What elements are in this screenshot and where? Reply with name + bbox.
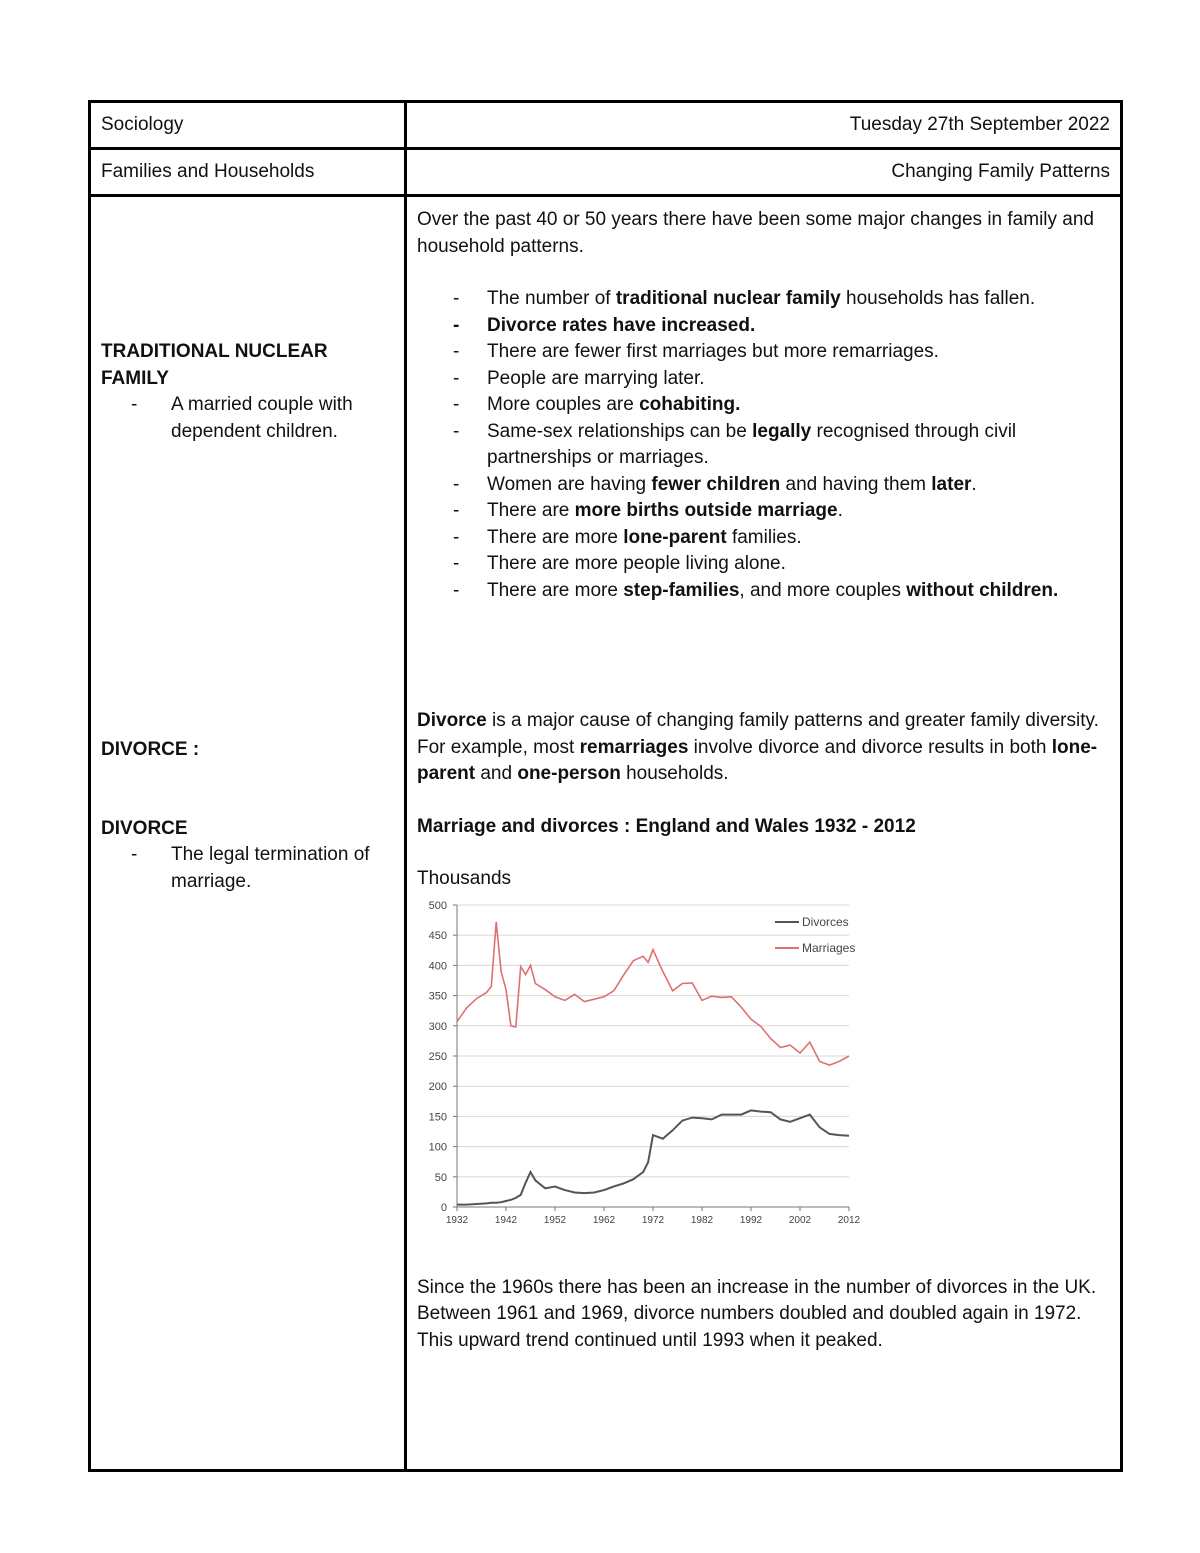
notes-table xyxy=(88,100,1123,1472)
marriage-divorce-chart xyxy=(417,895,861,1226)
y-tick-label: 500 xyxy=(428,899,447,912)
y-tick-label: 100 xyxy=(428,1141,447,1154)
y-tick-label: 450 xyxy=(428,929,447,942)
key-terms-cell xyxy=(90,196,406,1471)
y-tick-label: 50 xyxy=(434,1171,447,1184)
change-item: - More couples are cohabiting. xyxy=(417,392,1110,419)
change-item: - Women are having fewer children and having them later. xyxy=(417,472,1110,499)
y-tick-label: 150 xyxy=(428,1110,447,1123)
term-nuclear-family: TRADITIONAL NUCLEAR FAMILY xyxy=(101,341,328,389)
y-tick-label: 300 xyxy=(428,1020,447,1033)
lesson-cell xyxy=(406,149,1122,196)
x-tick-label: 1962 xyxy=(592,1214,616,1226)
intro-paragraph: Over the past 40 or 50 years there have been some major changes in family and household patterns. xyxy=(417,209,1094,257)
change-item: - There are fewer first marriages but more remarriages. xyxy=(417,339,1110,366)
notes-cell xyxy=(406,196,1122,1471)
change-item: - There are more step-families, and more couples without children. xyxy=(417,578,1110,605)
y-tick-label: 250 xyxy=(428,1050,447,1063)
x-tick-label: 1982 xyxy=(690,1214,714,1226)
chart-heading: Marriage and divorces : England and Wales 1932 - 2012 xyxy=(417,815,916,837)
x-tick-label: 1932 xyxy=(445,1214,469,1226)
x-tick-label: 2002 xyxy=(788,1214,812,1226)
change-item: - There are more births outside marriage. xyxy=(417,498,1110,525)
x-tick-label: 1952 xyxy=(543,1214,567,1226)
legend-label: Divorces xyxy=(802,914,849,929)
date-cell xyxy=(406,102,1122,149)
chart-svg xyxy=(417,895,861,1226)
term-nuclear-family-definition: - A married couple with dependent children. xyxy=(101,392,394,445)
x-tick-label: 1972 xyxy=(641,1214,665,1226)
subject: Sociology xyxy=(101,113,184,135)
term-divorce-definition: - The legal termination of marriage. xyxy=(101,842,394,895)
y-tick-label: 200 xyxy=(428,1080,447,1093)
chart-unit-label: Thousands xyxy=(417,868,512,889)
series-line-marriages xyxy=(457,921,849,1064)
x-tick-label: 2012 xyxy=(837,1214,861,1226)
y-tick-label: 0 xyxy=(440,1201,447,1214)
changes-list xyxy=(417,286,1110,604)
x-tick-label: 1992 xyxy=(739,1214,763,1226)
y-tick-label: 400 xyxy=(428,959,447,972)
closing-paragraph: Since the 1960s there has been an increase in the number of divorces in the UK. Between 1961 and 1969, divorce numbers doubled and doubled again in 1972. This upward trend continued until 1993 when it peaked. xyxy=(417,1276,1097,1351)
change-item: - There are more lone-parent families. xyxy=(417,525,1110,552)
divorce-paragraph: Divorce is a major cause of changing family patterns and greater family diversity. For example, most remarriages involve divorce and divorce results in both lone-parent and one-person households. xyxy=(417,710,1099,784)
y-tick-label: 350 xyxy=(428,990,447,1003)
series-line-divorces xyxy=(457,1110,849,1204)
legend-label: Marriages xyxy=(802,940,856,955)
change-item: - The number of traditional nuclear family households has fallen. xyxy=(417,286,1110,313)
change-item: - There are more people living alone. xyxy=(417,551,1110,578)
topic: Families and Households xyxy=(101,160,315,182)
subject-cell xyxy=(90,102,406,149)
change-item: - Same-sex relationships can be legally recognised through civil partnerships or marriages. xyxy=(417,419,1110,472)
lesson-title: Changing Family Patterns xyxy=(891,160,1110,182)
topic-cell xyxy=(90,149,406,196)
change-item: - People are marrying later. xyxy=(417,366,1110,393)
date: Tuesday 27th September 2022 xyxy=(849,113,1110,135)
term-divorce-heading: DIVORCE : xyxy=(101,739,200,760)
x-tick-label: 1942 xyxy=(494,1214,518,1226)
term-divorce: DIVORCE xyxy=(101,817,188,839)
change-item: - Divorce rates have increased. xyxy=(417,313,1110,340)
